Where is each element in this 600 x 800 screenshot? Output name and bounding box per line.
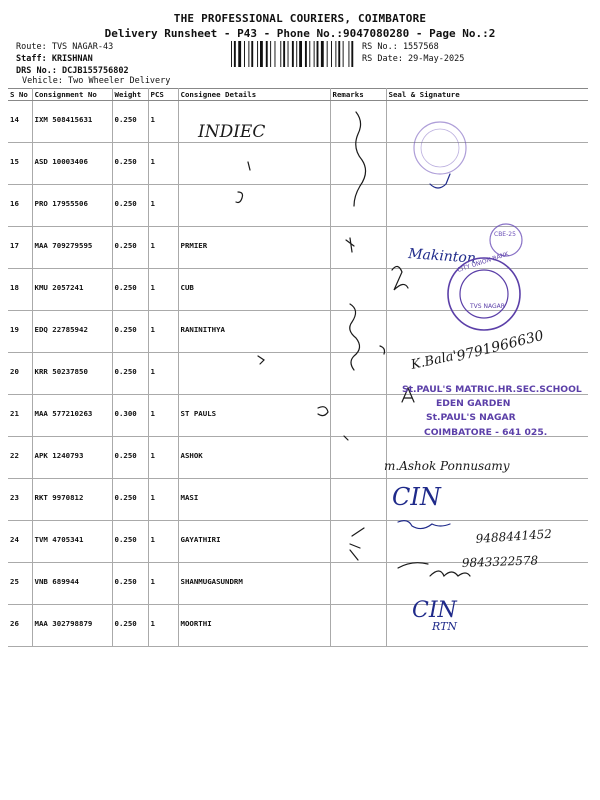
cell-sno: 19 <box>8 311 32 353</box>
barcode-bar <box>343 41 344 67</box>
cell-consignee: MOORTHI <box>178 605 330 647</box>
cell-consignee: MASI <box>178 479 330 521</box>
table-row <box>8 269 588 311</box>
cell-seal-signature <box>386 605 588 647</box>
table-header-row <box>8 89 588 101</box>
handwriting-ashok-full: m.Ashok Ponnusamy <box>384 459 510 473</box>
vehicle-label: Vehicle: Two Wheeler Delivery <box>22 76 171 86</box>
barcode-bar <box>283 41 285 67</box>
barcode-bar <box>231 41 232 67</box>
cell-seal-signature <box>386 185 588 227</box>
cell-seal-signature <box>386 479 588 521</box>
cell-remarks <box>330 311 386 353</box>
cell-remarks <box>330 563 386 605</box>
cell-consignee <box>178 185 330 227</box>
cell-seal-signature <box>386 311 588 353</box>
st-pauls-stamp-line-1: St.PAUL'S MATRIC.HR.SEC.SCHOOL <box>402 384 582 395</box>
cell-consignee: RANINITHYA <box>178 311 330 353</box>
cell-pcs: 1 <box>148 605 178 647</box>
handwriting-indiec: INDIEC <box>198 122 266 142</box>
runsheet-table <box>8 88 588 647</box>
barcode-bar <box>234 41 236 67</box>
document-title: THE PROFESSIONAL COURIERS, COIMBATORE <box>173 12 427 25</box>
st-pauls-stamp-line-4: COIMBATORE - 641 025. <box>424 427 548 438</box>
cell-consignment: ASD 10003406 <box>32 143 112 185</box>
cell-sno: 17 <box>8 227 32 269</box>
table-row <box>8 143 588 185</box>
table-row <box>8 521 588 563</box>
table-row <box>8 605 588 647</box>
cell-consignee: ASHOK <box>178 437 330 479</box>
cell-sno: 14 <box>8 101 32 143</box>
cell-pcs: 1 <box>148 437 178 479</box>
table-row <box>8 479 588 521</box>
cell-pcs: 1 <box>148 353 178 395</box>
barcode-bar <box>275 41 276 67</box>
table-row <box>8 395 588 437</box>
table-row <box>8 437 588 479</box>
cell-seal-signature <box>386 563 588 605</box>
barcode-bar <box>305 41 307 67</box>
cell-consignment: MAA 709279595 <box>32 227 112 269</box>
cell-pcs: 1 <box>148 479 178 521</box>
barcode-bar <box>238 41 241 67</box>
cell-weight: 0.250 <box>112 521 148 563</box>
cell-weight: 0.250 <box>112 311 148 353</box>
cell-weight: 0.250 <box>112 479 148 521</box>
barcode-bar <box>288 41 289 67</box>
cell-consignee: PRMIER <box>178 227 330 269</box>
table-row <box>8 185 588 227</box>
cell-seal-signature <box>386 269 588 311</box>
cell-weight: 0.250 <box>112 437 148 479</box>
cell-consignment: MAA 302798879 <box>32 605 112 647</box>
barcode-bar <box>335 41 336 67</box>
cell-seal-signature <box>386 101 588 143</box>
cell-pcs: 1 <box>148 563 178 605</box>
barcode-bar <box>280 41 281 67</box>
cell-consignment: APK 1240793 <box>32 437 112 479</box>
barcode-bar <box>299 41 302 67</box>
cell-sno: 25 <box>8 563 32 605</box>
cell-weight: 0.250 <box>112 143 148 185</box>
cell-consignment: PRO 17955506 <box>32 185 112 227</box>
cell-sno: 26 <box>8 605 32 647</box>
cell-sno: 20 <box>8 353 32 395</box>
cell-consignment: RKT 9970812 <box>32 479 112 521</box>
cell-consignee <box>178 143 330 185</box>
table-row <box>8 353 588 395</box>
handwriting-cin-1: CIN <box>392 483 441 511</box>
barcode-bar <box>270 41 271 67</box>
barcode-bar <box>244 41 245 67</box>
cell-weight: 0.250 <box>112 605 148 647</box>
handwriting-phone-3: 9843322578 <box>461 553 539 570</box>
barcode-bar <box>351 41 353 67</box>
cell-seal-signature <box>386 437 588 479</box>
cell-consignee: ST PAULS <box>178 395 330 437</box>
cell-seal-signature <box>386 521 588 563</box>
header-sno: S No <box>8 89 32 101</box>
barcode-bar <box>257 41 258 67</box>
cell-remarks <box>330 605 386 647</box>
cell-seal-signature <box>386 353 588 395</box>
cell-pcs: 1 <box>148 227 178 269</box>
cell-remarks <box>330 353 386 395</box>
cell-sno: 15 <box>8 143 32 185</box>
barcode-bar <box>317 41 319 67</box>
cell-consignee <box>178 101 330 143</box>
drs-number: DRS No.: DCJB155756802 <box>16 66 129 76</box>
cell-remarks <box>330 227 386 269</box>
staff-label: Staff: KRISHNAN <box>16 54 93 64</box>
cell-weight: 0.250 <box>112 563 148 605</box>
table-row <box>8 227 588 269</box>
handwriting-rtn: RTN <box>432 620 458 633</box>
cell-seal-signature <box>386 227 588 269</box>
cbe-stamp-text: CBE-25 <box>494 231 516 238</box>
barcode-bar <box>260 41 263 67</box>
cell-sno: 24 <box>8 521 32 563</box>
cell-sno: 22 <box>8 437 32 479</box>
cell-sno: 18 <box>8 269 32 311</box>
document-subtitle: Delivery Runsheet - P43 - Phone No.:9047080280 - Page No.:2 <box>104 27 496 40</box>
cell-remarks <box>330 143 386 185</box>
cell-weight: 0.250 <box>112 101 148 143</box>
header-consignment: Consignment No <box>32 89 112 101</box>
handwriting-makinton: Makinton <box>407 246 477 267</box>
tvs-nagar-stamp-text: TVS NAGAR <box>470 303 505 310</box>
city-union-stamp-text: CITY UNION BANK <box>456 250 510 274</box>
cell-remarks <box>330 479 386 521</box>
cell-weight: 0.250 <box>112 353 148 395</box>
handwriting-phone-2: 9488441452 <box>475 526 553 546</box>
table-row <box>8 563 588 605</box>
cell-weight: 0.300 <box>112 395 148 437</box>
cell-consignment: VNB 689944 <box>32 563 112 605</box>
cell-remarks <box>330 521 386 563</box>
cell-seal-signature <box>386 143 588 185</box>
cell-consignment: MAA 577210263 <box>32 395 112 437</box>
cell-pcs: 1 <box>148 311 178 353</box>
cell-sno: 21 <box>8 395 32 437</box>
cell-pcs: 1 <box>148 101 178 143</box>
cell-seal-signature <box>386 395 588 437</box>
cell-consignee: GAYATHIRI <box>178 521 330 563</box>
cell-remarks <box>330 269 386 311</box>
cell-remarks <box>330 437 386 479</box>
cell-sno: 23 <box>8 479 32 521</box>
cell-remarks <box>330 185 386 227</box>
barcode-bar <box>348 41 349 67</box>
cell-sno: 16 <box>8 185 32 227</box>
route-label: Route: TVS NAGAR-43 <box>16 42 114 52</box>
cell-consignee: SHANMUGASUNDRM <box>178 563 330 605</box>
cell-consignment: TVM 4705341 <box>32 521 112 563</box>
barcode-bar <box>327 41 328 67</box>
barcode-bar <box>321 41 324 67</box>
handwriting-kbalaji: K.Bala' <box>409 348 459 373</box>
st-pauls-stamp-line-2: EDEN GARDEN <box>436 398 511 409</box>
barcode-bar <box>266 41 268 67</box>
header-consignee: Consignee Details <box>178 89 330 101</box>
barcode-bar <box>314 41 315 67</box>
barcode-bar <box>296 41 297 67</box>
barcode-bar <box>331 41 332 67</box>
cell-remarks <box>330 395 386 437</box>
barcode-bar <box>292 41 294 67</box>
cell-consignment: KMU 2057241 <box>32 269 112 311</box>
cell-weight: 0.250 <box>112 185 148 227</box>
table-row <box>8 101 588 143</box>
cell-consignment: KRR 50237850 <box>32 353 112 395</box>
rs-number: RS No.: 1557568 <box>362 42 439 52</box>
cell-weight: 0.250 <box>112 227 148 269</box>
handwriting-phone-1: 9791966630 <box>455 327 546 365</box>
cell-pcs: 1 <box>148 395 178 437</box>
cell-weight: 0.250 <box>112 269 148 311</box>
cell-consignment: IXM 508415631 <box>32 101 112 143</box>
header-remarks: Remarks <box>330 89 386 101</box>
barcode-bar <box>309 41 310 67</box>
cell-pcs: 1 <box>148 521 178 563</box>
barcode-bar <box>251 41 253 67</box>
rs-date: RS Date: 29-May-2025 <box>362 54 465 64</box>
header-weight: Weight <box>112 89 148 101</box>
cell-pcs: 1 <box>148 269 178 311</box>
barcode-bar <box>338 41 340 67</box>
barcode-bar <box>248 41 249 67</box>
barcode <box>231 41 355 67</box>
cell-consignee: CUB <box>178 269 330 311</box>
st-pauls-stamp-line-3: St.PAUL'S NAGAR <box>426 412 516 423</box>
table-row <box>8 311 588 353</box>
handwriting-cin-2: CIN <box>412 598 457 623</box>
cell-remarks <box>330 101 386 143</box>
header-pcs: PCS <box>148 89 178 101</box>
cell-consignment: EDQ 22785942 <box>32 311 112 353</box>
cell-pcs: 1 <box>148 143 178 185</box>
header-seal-signature: Seal & Signature <box>386 89 588 101</box>
cell-consignee <box>178 353 330 395</box>
cell-pcs: 1 <box>148 185 178 227</box>
